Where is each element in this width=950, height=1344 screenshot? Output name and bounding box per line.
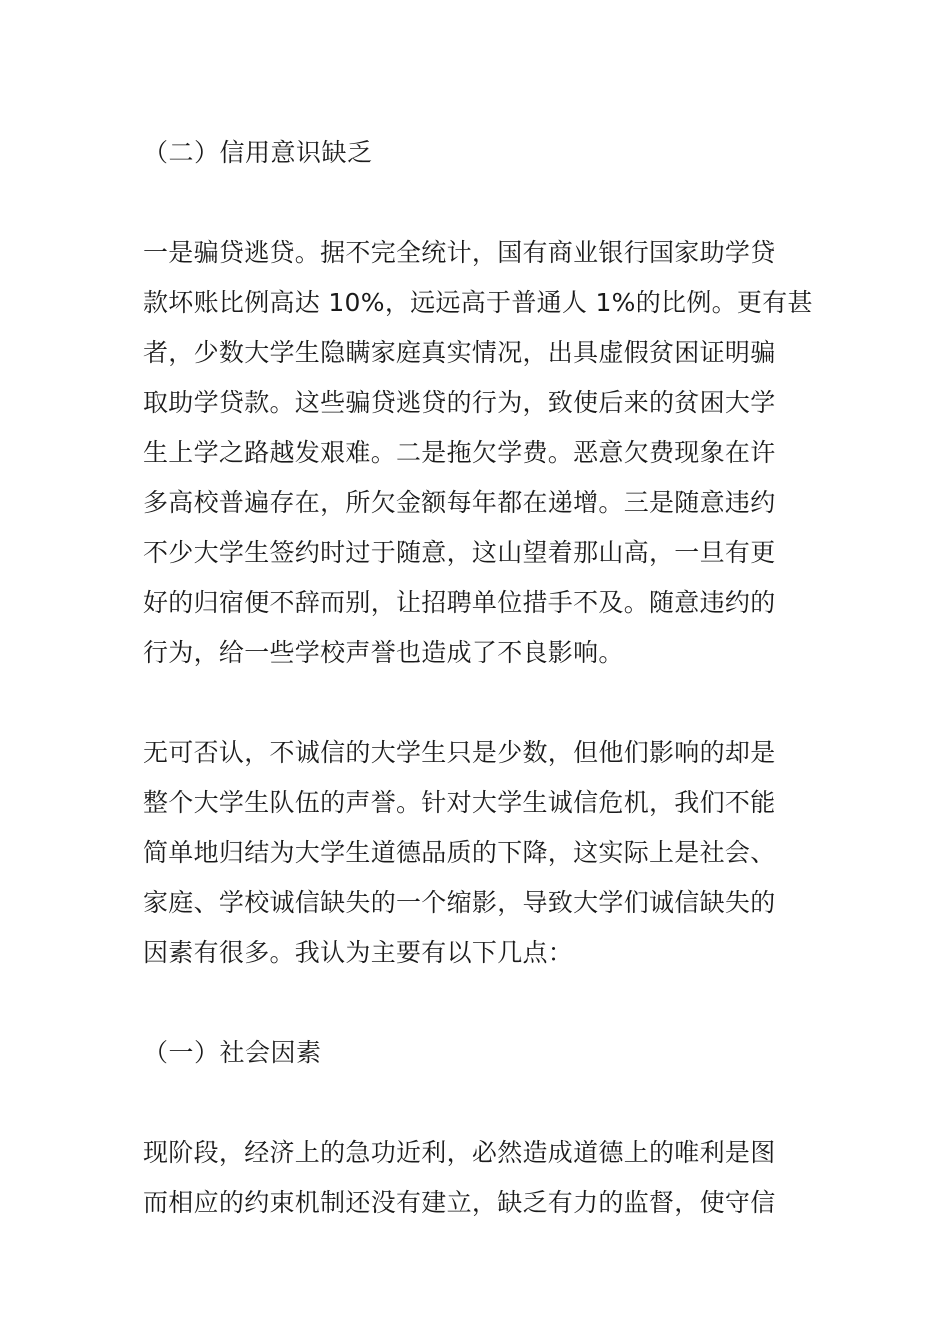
paragraph bbox=[143, 228, 811, 678]
text-line: 现阶段，经济上的急功近利，必然造成道德上的唯利是图 bbox=[143, 1138, 776, 1167]
text-line: 整个大学生队伍的声誉。针对大学生诚信危机，我们不能 bbox=[143, 788, 776, 817]
section-heading: （一）社会因素 bbox=[143, 1038, 322, 1067]
text-line: 不少大学生签约时过于随意，这山望着那山高，一旦有更 bbox=[143, 538, 776, 567]
text-line: 取助学贷款。这些骗贷逃贷的行为，致使后来的贫困大学 bbox=[143, 388, 776, 417]
text-line: 多高校普遍存在，所欠金额每年都在递增。三是随意违约 bbox=[143, 488, 776, 517]
document-body bbox=[143, 128, 811, 1228]
text-line: 一是骗贷逃贷。据不完全统计，国有商业银行国家助学贷 bbox=[143, 238, 776, 267]
section-heading: （二）信用意识缺乏 bbox=[143, 138, 373, 167]
text-line: 款坏账比例高达 10%，远远高于普通人 1%的比例。更有甚 bbox=[143, 288, 813, 317]
text-line: 生上学之路越发艰难。二是拖欠学费。恶意欠费现象在许 bbox=[143, 438, 776, 467]
text-line: 而相应的约束机制还没有建立，缺乏有力的监督，使守信 bbox=[143, 1188, 776, 1217]
text-line: 行为，给一些学校声誉也造成了不良影响。 bbox=[143, 638, 624, 667]
text-line: 者，少数大学生隐瞒家庭真实情况，出具虚假贫困证明骗 bbox=[143, 338, 776, 367]
text-line: 无可否认，不诚信的大学生只是少数，但他们影响的却是 bbox=[143, 738, 776, 767]
paragraph bbox=[143, 1128, 811, 1228]
text-line: 简单地归结为大学生道德品质的下降，这实际上是社会、 bbox=[143, 838, 776, 867]
paragraph bbox=[143, 728, 811, 978]
text-line: 家庭、学校诚信缺失的一个缩影，导致大学们诚信缺失的 bbox=[143, 888, 776, 917]
text-line: 好的归宿便不辞而别，让招聘单位措手不及。随意违约的 bbox=[143, 588, 776, 617]
text-line: 因素有很多。我认为主要有以下几点： bbox=[143, 938, 574, 967]
